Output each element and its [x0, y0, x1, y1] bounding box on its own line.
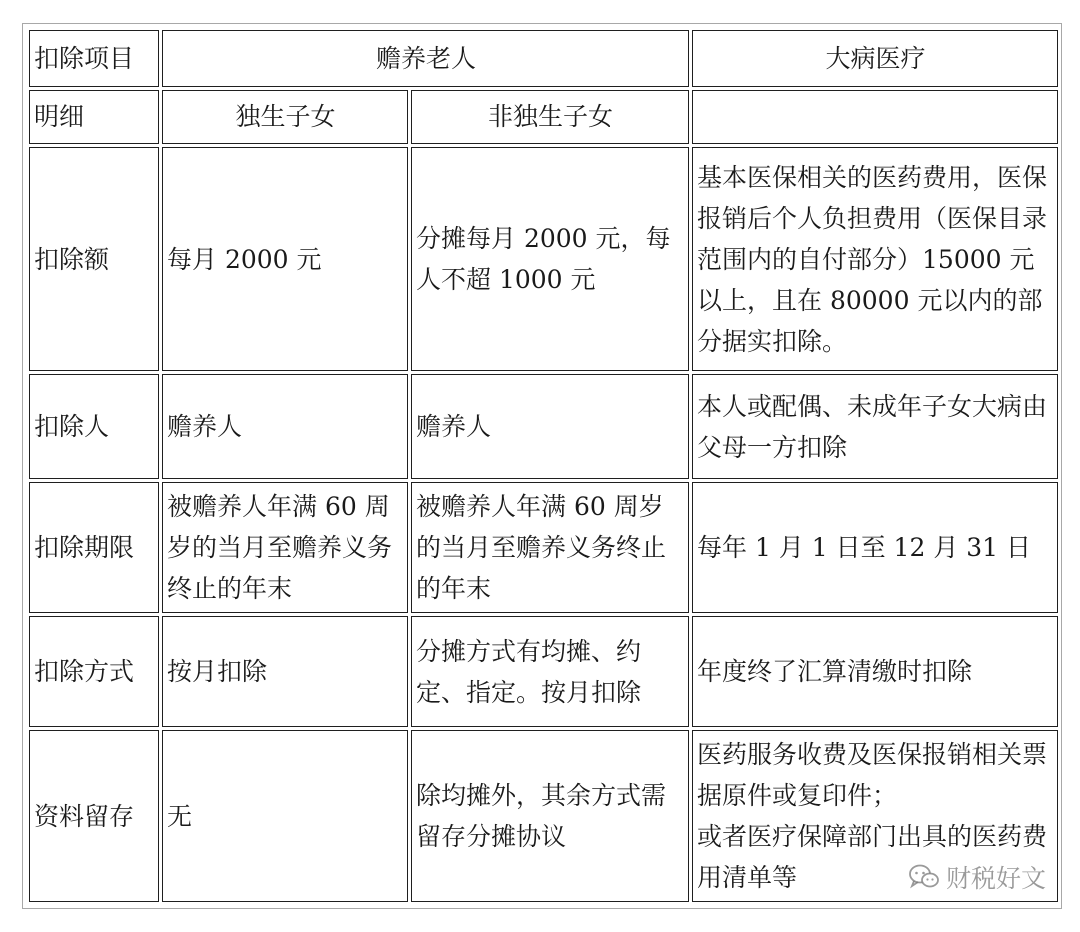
records-only-child: 无: [162, 730, 408, 902]
amount-medical: 基本医保相关的医药费用，医保报销后个人负担费用（医保目录范围内的自付部分）15000 元以上，且在 80000 元以内的部分据实扣除。: [692, 147, 1058, 371]
deductor-only-child: 赡养人: [162, 374, 408, 479]
method-medical: 年度终了汇算清缴时扣除: [692, 616, 1058, 727]
detail-row: [29, 90, 1058, 145]
table-row: [29, 147, 1058, 371]
table-row: [29, 482, 1058, 613]
header-elderly-support: 赡养老人: [162, 30, 689, 87]
watermark: [908, 859, 1046, 895]
header-item-label: 扣除项目: [29, 30, 159, 87]
row-label-period: 扣除期限: [29, 482, 159, 613]
detail-label: 明细: [29, 90, 159, 145]
records-non-only-child: 除均摊外，其余方式需留存分摊协议: [411, 730, 689, 902]
period-only-child: 被赡养人年满 60 周岁的当月至赡养义务终止的年末: [162, 482, 408, 613]
row-label-method: 扣除方式: [29, 616, 159, 727]
table-row: [29, 616, 1058, 727]
amount-non-only-child: 分摊每月 2000 元，每人不超 1000 元: [411, 147, 689, 371]
deduction-table-frame: [22, 23, 1062, 909]
deduction-comparison-table: [26, 27, 1061, 905]
records-medical-line-2: 或者医疗保障部门出具的医药费用清单等: [697, 822, 1048, 893]
row-label-deductor: 扣除人: [29, 374, 159, 479]
period-non-only-child: 被赡养人年满 60 周岁的当月至赡养义务终止的年末: [411, 482, 689, 613]
period-medical: 每年 1 月 1 日至 12 月 31 日: [692, 482, 1058, 613]
wechat-icon: [908, 863, 940, 891]
deductor-non-only-child: 赡养人: [411, 374, 689, 479]
table-row: [29, 374, 1058, 479]
amount-only-child: 每月 2000 元: [162, 147, 408, 371]
table-row: [29, 730, 1058, 902]
row-label-amount: 扣除额: [29, 147, 159, 371]
row-label-records: 资料留存: [29, 730, 159, 902]
detail-medical: [692, 90, 1058, 145]
header-row: [29, 30, 1058, 87]
records-medical-line-1: 医药服务收费及医保报销相关票据原件或复印件；: [697, 740, 1048, 811]
method-non-only-child: 分摊方式有均摊、约定、指定。按月扣除: [411, 616, 689, 727]
detail-non-only-child: 非独生子女: [411, 90, 689, 145]
header-serious-illness: 大病医疗: [692, 30, 1058, 87]
deductor-medical: 本人或配偶、未成年子女大病由父母一方扣除: [692, 374, 1058, 479]
detail-only-child: 独生子女: [162, 90, 408, 145]
method-only-child: 按月扣除: [162, 616, 408, 727]
watermark-text: 财税好文: [945, 864, 1046, 893]
